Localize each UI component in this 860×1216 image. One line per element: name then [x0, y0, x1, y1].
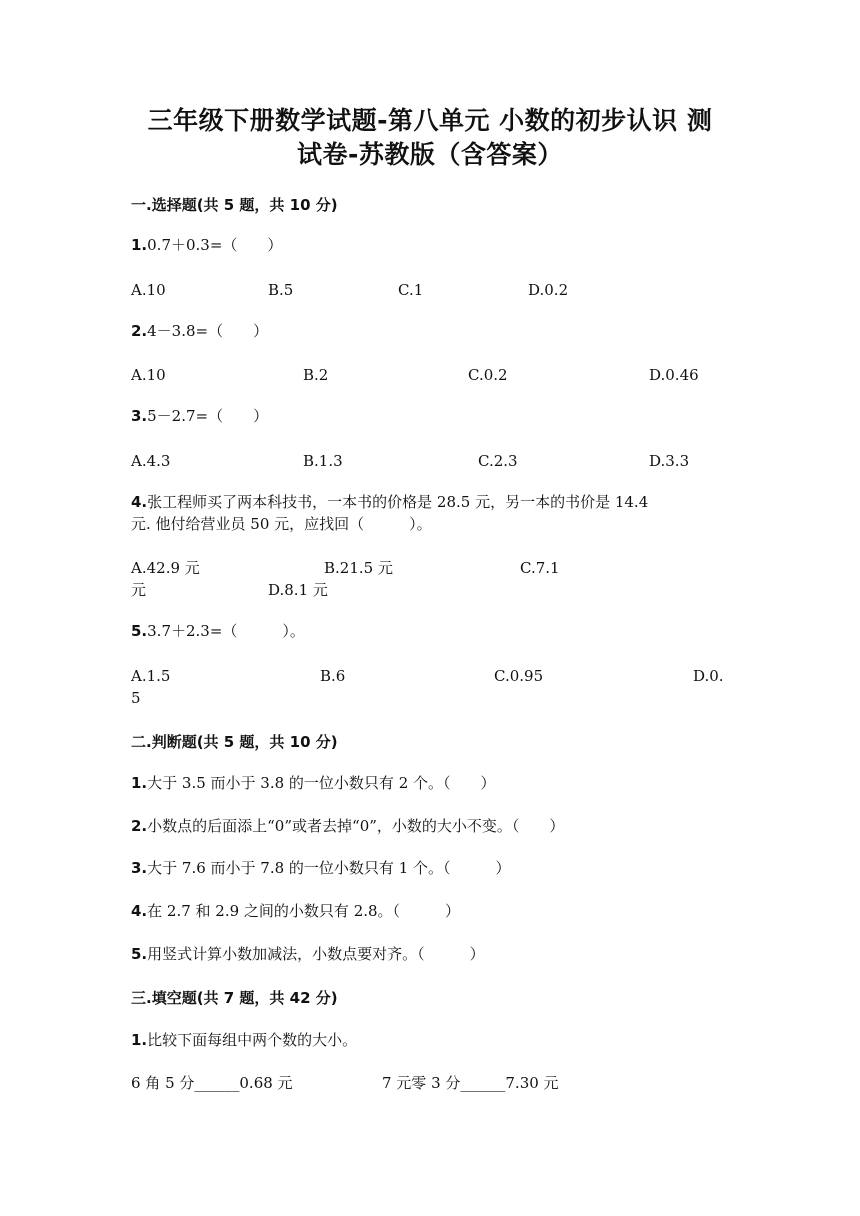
question-text: 比较下面每组中两个数的大小。: [147, 1031, 358, 1049]
option-a: A.4.3: [131, 452, 171, 470]
option-b: B.2: [303, 366, 329, 384]
question-number: 1.: [131, 1031, 148, 1049]
option-d: D.3.3: [649, 452, 690, 470]
question-2-3: [131, 857, 731, 879]
question-text: 4－3.8=（ ）: [147, 322, 269, 340]
option-d-continued: 5: [131, 689, 141, 707]
page-title: [120, 104, 740, 172]
question-number: 4.: [131, 493, 148, 511]
section-heading-judgement: 二.判断题(共 5 题，共 10 分): [131, 733, 338, 751]
question-1-3: [131, 405, 731, 427]
title-line-2: 试卷-苏教版（含答案）: [297, 140, 563, 169]
question-text: 用竖式计算小数加减法，小数点要对齐。（ ）: [147, 945, 485, 963]
section-heading-choice: 一.选择题(共 5 题，共 10 分): [131, 196, 338, 214]
option-a: A.42.9 元: [131, 559, 200, 577]
question-text: 3.7＋2.3=（ ）。: [147, 622, 305, 640]
question-number: 2.: [131, 817, 148, 835]
title-line-1: 三年级下册数学试题-第八单元 小数的初步认识 测: [147, 106, 713, 135]
compare-item-2: 7 元零 3 分______7.30 元: [382, 1074, 559, 1092]
question-text: 大于 7.6 而小于 7.8 的一位小数只有 1 个。（ ）: [147, 859, 511, 877]
option-c: C.2.3: [478, 452, 518, 470]
question-1-5: [131, 620, 731, 642]
option-b: B.21.5 元: [324, 559, 393, 577]
question-number: 4.: [131, 902, 148, 920]
question-number: 5.: [131, 622, 148, 640]
option-c: C.0.2: [468, 366, 508, 384]
option-b: B.1.3: [303, 452, 343, 470]
question-number: 1.: [131, 236, 148, 254]
option-a: A.10: [131, 366, 166, 384]
question-number: 5.: [131, 945, 148, 963]
option-d: D.0.2: [528, 281, 569, 299]
question-1-2: [131, 320, 731, 342]
question-2-1: [131, 772, 731, 794]
option-b: B.6: [320, 667, 346, 685]
question-1-4: [131, 491, 731, 535]
option-d: D.0.: [693, 667, 724, 685]
question-text: 在 2.7 和 2.9 之间的小数只有 2.8。（ ）: [147, 902, 461, 920]
question-3-1: [131, 1029, 731, 1051]
question-text-line-2: 元. 他付给营业员 50 元，应找回（ ）。: [131, 515, 432, 533]
section-heading-fill-blank: 三.填空题(共 7 题，共 42 分): [131, 989, 338, 1007]
option-c-continued: 元: [131, 581, 147, 599]
option-d: D.0.46: [649, 366, 699, 384]
question-text-line-1: 张工程师买了两本科技书，一本书的价格是 28.5 元，另一本的书价是 14.4: [147, 493, 649, 511]
question-text: 5－2.7=（ ）: [147, 407, 269, 425]
question-number: 1.: [131, 774, 148, 792]
question-2-2: [131, 815, 731, 837]
question-text: 大于 3.5 而小于 3.8 的一位小数只有 2 个。（ ）: [147, 774, 496, 792]
option-c: C.1: [398, 281, 424, 299]
question-number: 2.: [131, 322, 148, 340]
option-c: C.7.1: [520, 559, 560, 577]
question-number: 3.: [131, 407, 148, 425]
question-2-5: [131, 943, 731, 965]
option-b: B.5: [268, 281, 294, 299]
compare-item-1: 6 角 5 分______0.68 元: [131, 1074, 293, 1092]
question-text: 小数点的后面添上“0”或者去掉“0”，小数的大小不变。（ ）: [147, 817, 565, 835]
option-a: A.10: [131, 281, 166, 299]
option-c: C.0.95: [494, 667, 544, 685]
question-number: 3.: [131, 859, 148, 877]
option-d: D.8.1 元: [268, 581, 328, 599]
question-2-4: [131, 900, 731, 922]
question-1-1: [131, 234, 731, 256]
question-text: 0.7＋0.3=（ ）: [147, 236, 283, 254]
option-a: A.1.5: [131, 667, 171, 685]
